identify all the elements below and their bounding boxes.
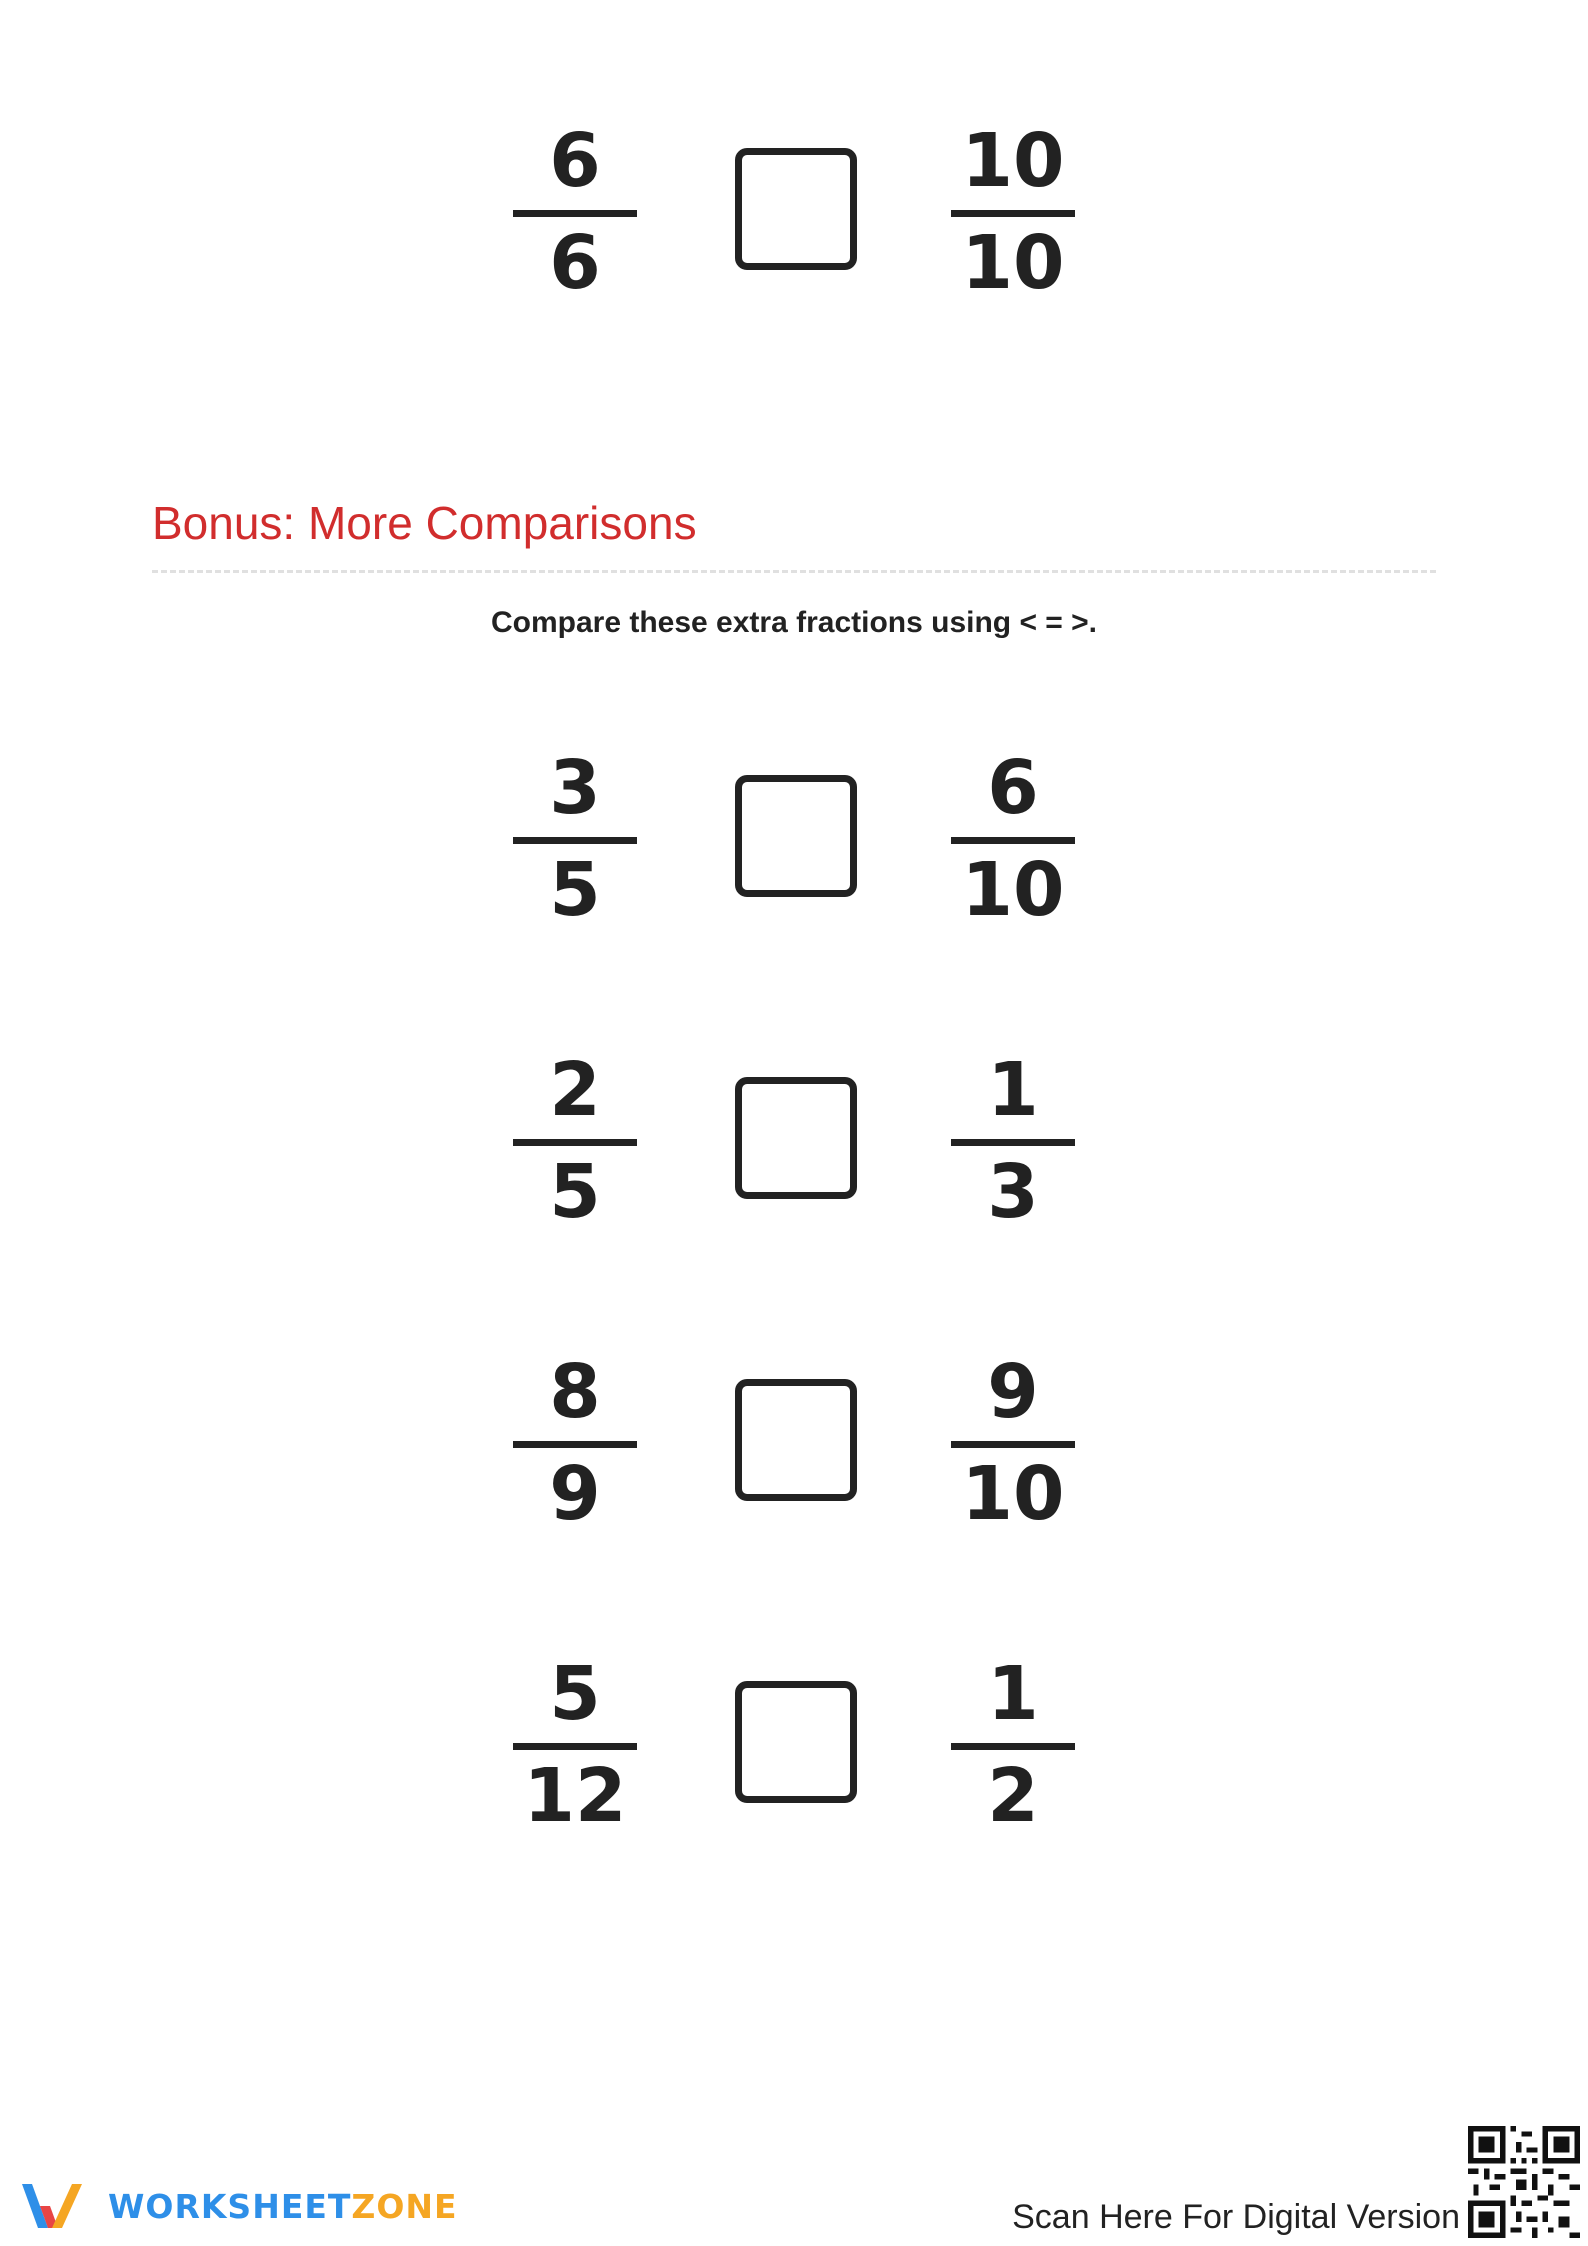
qr-code-icon[interactable] (1468, 2126, 1580, 2238)
right-fraction (951, 1344, 1075, 1537)
fraction-bar (513, 1139, 637, 1146)
left-numerator: 8 (549, 1349, 601, 1435)
footer-logo[interactable] (18, 2176, 458, 2236)
fraction-bar (951, 1441, 1075, 1448)
comparison-problem-2 (0, 1042, 1588, 1235)
right-numerator: 1 (987, 1651, 1039, 1737)
section-divider (152, 570, 1436, 573)
left-denominator: 5 (549, 847, 601, 933)
comparison-problem-3 (0, 1344, 1588, 1537)
scan-caption: Scan Here For Digital Version (1012, 2198, 1460, 2236)
fraction-bar (513, 837, 637, 844)
fraction-bar (951, 1139, 1075, 1146)
answer-box[interactable] (735, 148, 857, 270)
left-fraction (513, 113, 637, 306)
left-numerator: 3 (549, 745, 601, 831)
left-numerator: 5 (549, 1651, 601, 1737)
left-denominator: 5 (549, 1149, 601, 1235)
right-fraction (951, 1646, 1075, 1839)
right-numerator: 6 (987, 745, 1039, 831)
answer-box[interactable] (735, 1077, 857, 1199)
fraction-bar (513, 210, 637, 217)
right-denominator: 10 (961, 220, 1065, 306)
brand-name (108, 2187, 458, 2226)
answer-box[interactable] (735, 1379, 857, 1501)
answer-box[interactable] (735, 1681, 857, 1803)
comparison-problem-1 (0, 740, 1588, 933)
worksheetzone-logo-icon (18, 2176, 96, 2236)
left-fraction (513, 1646, 637, 1839)
left-fraction (513, 1344, 637, 1537)
right-fraction (951, 740, 1075, 933)
instructions: Compare these extra fractions using < = >. (490, 606, 1098, 639)
answer-box[interactable] (735, 775, 857, 897)
left-fraction (513, 1042, 637, 1235)
left-numerator: 6 (549, 118, 601, 204)
section-title: Bonus: More Comparisons (152, 497, 697, 549)
fraction-bar (951, 1743, 1075, 1750)
left-denominator: 6 (549, 220, 601, 306)
brand-part-1: WORKSHEET (108, 2186, 352, 2226)
fraction-bar (513, 1441, 637, 1448)
left-denominator: 9 (549, 1451, 601, 1537)
left-numerator: 2 (549, 1047, 601, 1133)
right-denominator: 2 (987, 1753, 1039, 1839)
right-fraction (951, 113, 1075, 306)
right-denominator: 3 (987, 1149, 1039, 1235)
fraction-bar (951, 210, 1075, 217)
right-fraction (951, 1042, 1075, 1235)
right-numerator: 1 (987, 1047, 1039, 1133)
right-numerator: 10 (961, 118, 1065, 204)
right-denominator: 10 (961, 1451, 1065, 1537)
left-denominator: 12 (523, 1753, 627, 1839)
fraction-bar (513, 1743, 637, 1750)
right-numerator: 9 (987, 1349, 1039, 1435)
brand-part-2: ZONE (351, 2186, 458, 2226)
left-fraction (513, 740, 637, 933)
comparison-problem-top (0, 113, 1588, 306)
comparison-problem-4 (0, 1646, 1588, 1839)
fraction-bar (951, 837, 1075, 844)
right-denominator: 10 (961, 847, 1065, 933)
